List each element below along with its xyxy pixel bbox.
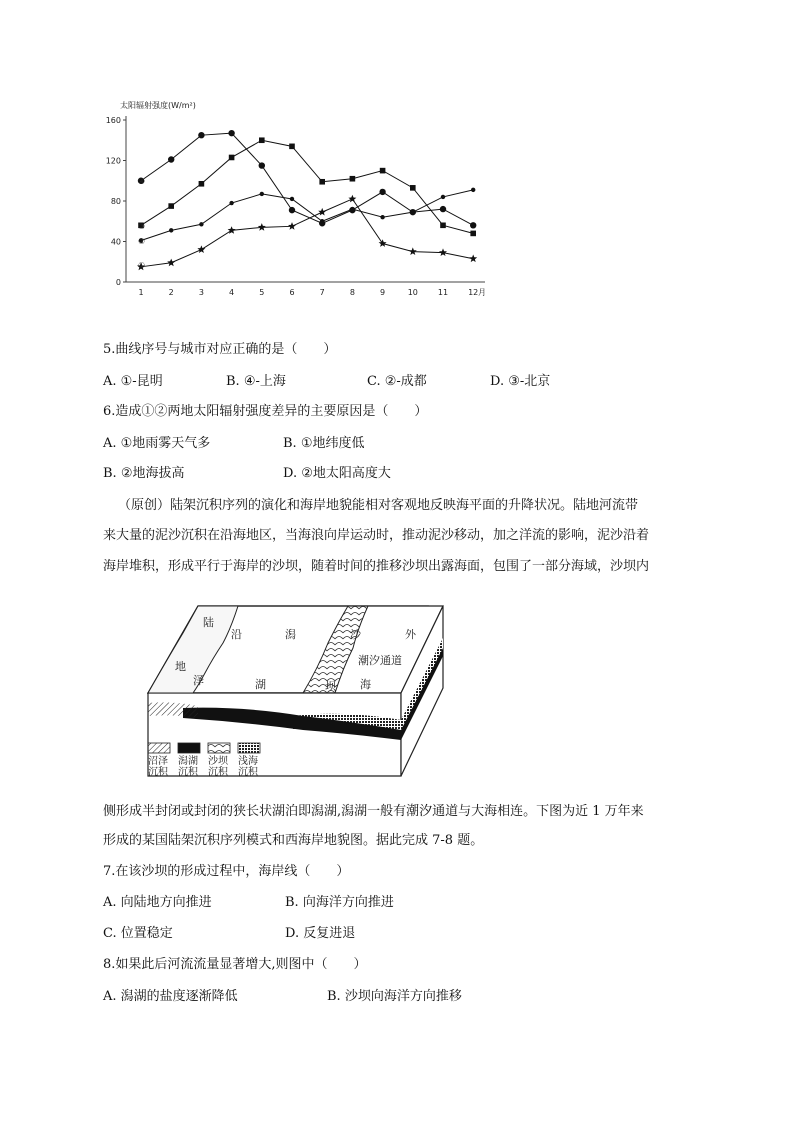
y-tick-label: 160 — [105, 116, 121, 125]
data-point — [319, 220, 325, 226]
q6-option-a[interactable]: A. ①地雨雾天气多 — [103, 436, 211, 451]
y-tick-label: 120 — [105, 156, 121, 166]
y-tick-label: 80 — [110, 197, 121, 206]
chart-y-label: 太阳辐射强度(W/m²) — [120, 101, 196, 110]
solar-radiation-chart — [100, 96, 500, 301]
data-point — [348, 195, 356, 203]
q6-option-c[interactable]: B. ②地海拔高 — [103, 466, 185, 481]
x-tick-label: 5 — [259, 288, 265, 297]
q6-option-d[interactable]: D. ②地太阳高度大 — [283, 466, 391, 481]
label-hu: 湖 — [255, 678, 266, 691]
series-label-1: ① — [138, 261, 146, 270]
data-point — [350, 176, 356, 182]
label-ze: 泽 — [193, 674, 204, 687]
x-tick-label: 1 — [138, 288, 144, 297]
data-point — [470, 231, 476, 237]
data-point — [229, 201, 233, 205]
series-group — [137, 130, 477, 270]
data-point — [379, 239, 387, 247]
data-point — [349, 207, 355, 213]
data-point — [167, 259, 175, 267]
legend-swatch-lagoon — [178, 743, 200, 753]
y-ticks — [106, 116, 126, 287]
data-point — [441, 195, 445, 199]
data-point — [470, 222, 476, 228]
data-point — [199, 222, 203, 226]
data-point — [409, 247, 417, 255]
legend-bar-2: 沉积 — [208, 767, 228, 778]
series-label-4: ④ — [138, 177, 146, 186]
label-lu: 陆 — [203, 616, 214, 629]
q7-option-c[interactable]: C. 位置稳定 — [103, 926, 173, 941]
legend-lagoon-2: 沉积 — [178, 767, 198, 778]
data-point — [410, 185, 416, 191]
data-point — [199, 181, 205, 187]
data-point — [471, 188, 475, 192]
legend-swatch-marsh — [148, 743, 170, 753]
label-sha: 沙 — [350, 628, 361, 641]
data-point — [380, 168, 386, 174]
data-point — [318, 208, 326, 216]
series-line-4 — [141, 133, 473, 225]
x-tick-label: 3 — [198, 288, 204, 297]
series-line-2 — [141, 190, 473, 241]
legend-marsh-1: 沼泽 — [148, 756, 168, 767]
legend-swatch-bar — [208, 743, 230, 753]
data-point — [258, 223, 266, 231]
legend-swatch-shallow — [238, 743, 260, 753]
data-point — [319, 179, 325, 185]
data-point — [198, 132, 204, 138]
chart-x-unit: 月 — [478, 288, 486, 297]
label-xi: 潟 — [285, 628, 296, 641]
q7-stem: 7.在该沙坝的形成过程中，海岸线（ ） — [103, 864, 350, 879]
data-point — [439, 248, 447, 256]
series-label-2: ② — [138, 237, 146, 246]
data-point — [168, 203, 174, 209]
data-point — [228, 130, 234, 136]
data-point — [259, 162, 265, 168]
series-labels — [138, 177, 145, 270]
q5-stem: 5.曲线序号与城市对应正确的是（ ） — [103, 342, 337, 357]
label-ba: 坝 — [325, 680, 336, 693]
legend-lagoon-1: 潟湖 — [178, 756, 198, 767]
label-hai: 海 — [360, 678, 371, 691]
series-line-1 — [141, 199, 473, 267]
legend-shallow-2: 沉积 — [238, 767, 258, 778]
data-point — [197, 245, 205, 253]
passage-line-4: 侧形成半封闭或封闭的狭长状湖泊即潟湖,潟湖一般有潮汐通道与大海相连。下图为近 1 万年来 — [103, 804, 644, 819]
q5-option-c[interactable]: C. ②-成都 — [367, 374, 427, 389]
passage-line-2: 来大量的泥沙沉积在沿海地区，当海浪向岸运动时，推动泥沙移动，加之洋流的影响，泥沙沿着 — [103, 528, 650, 543]
label-wai: 外 — [405, 628, 416, 641]
q8-option-a[interactable]: A. 潟湖的盐度逐渐降低 — [103, 989, 238, 1004]
data-point — [288, 222, 296, 230]
data-point — [289, 144, 295, 150]
y-tick-label: 40 — [110, 237, 121, 247]
x-tick-label: 8 — [349, 288, 355, 297]
passage-line-5: 形成的某国陆架沉积序列模式和西海岸地貌图。据此完成 7-8 题。 — [103, 833, 484, 848]
data-point — [229, 155, 235, 161]
data-point — [410, 209, 416, 215]
label-channel: 潮汐通道 — [358, 654, 402, 667]
data-point — [469, 255, 477, 263]
data-point — [440, 223, 446, 229]
data-point — [379, 189, 385, 195]
q7-option-b[interactable]: B. 向海洋方向推进 — [285, 895, 394, 910]
x-tick-label: 6 — [289, 288, 295, 297]
q8-option-b[interactable]: B. 沙坝向海洋方向推移 — [327, 989, 462, 1004]
q7-option-d[interactable]: D. 反复进退 — [285, 926, 356, 941]
q5-option-d[interactable]: D. ③-北京 — [490, 374, 551, 389]
x-tick-label: 10 — [407, 288, 418, 297]
q6-option-b[interactable]: B. ①地纬度低 — [283, 436, 365, 451]
y-tick-label: 0 — [115, 278, 121, 287]
x-tick-label: 7 — [319, 288, 325, 297]
label-di: 地 — [175, 660, 186, 673]
passage-line-1: （原创）陆架沉积序列的演化和海岸地貌能相对客观地反映海平面的升降状况。陆地河流带 — [118, 498, 639, 513]
q5-option-a[interactable]: A. ①-昆明 — [103, 374, 163, 389]
x-tick-label: 12 — [468, 288, 479, 297]
q6-stem: 6.造成①②两地太阳辐射强度差异的主要原因是（ ） — [103, 404, 428, 419]
legend-marsh-2: 沉积 — [148, 767, 168, 778]
x-tick-label: 9 — [380, 288, 386, 297]
x-tick-label: 11 — [437, 288, 449, 297]
data-point — [169, 228, 173, 232]
data-point — [440, 206, 446, 212]
data-point — [260, 192, 264, 196]
label-yan: 沿 — [231, 628, 242, 641]
data-point — [259, 137, 265, 143]
data-point — [168, 156, 174, 162]
lagoon-block-diagram — [143, 598, 583, 783]
data-point — [380, 215, 384, 219]
series-label-3: ③ — [138, 222, 146, 231]
legend-bar-1: 沙坝 — [208, 756, 228, 767]
data-point — [289, 207, 295, 213]
data-point — [290, 197, 294, 201]
x-ticks — [138, 288, 478, 297]
x-tick-label: 2 — [168, 288, 174, 297]
q5-option-b[interactable]: B. ④-上海 — [226, 374, 286, 389]
q8-stem: 8.如果此后河流流量显著增大,则图中（ ） — [103, 957, 367, 972]
legend-shallow-1: 浅海 — [238, 756, 258, 767]
passage-line-3: 海岸堆积，形成平行于海岸的沙坝，随着时间的推移沙坝出露海面，包围了一部分海域，沙坝内 — [103, 559, 650, 574]
q7-option-a[interactable]: A. 向陆地方向推进 — [103, 895, 212, 910]
x-tick-label: 4 — [229, 288, 235, 297]
